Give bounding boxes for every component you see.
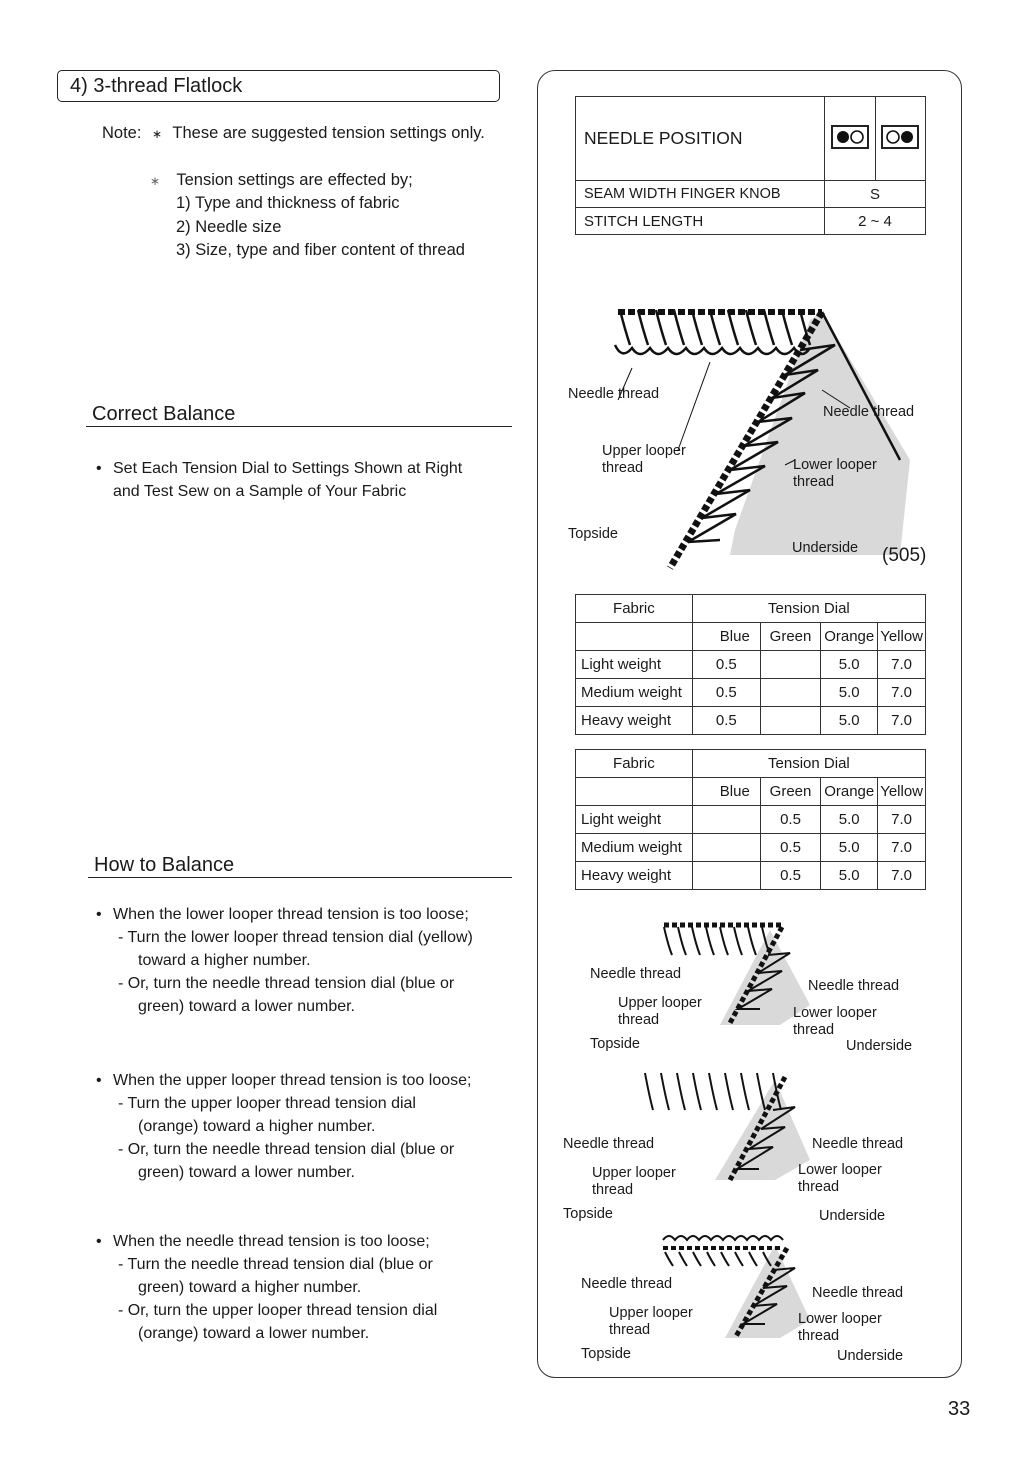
- upper-looper-label: Upper looper thread: [592, 1165, 676, 1198]
- lower-looper-label: Lower looper thread: [793, 457, 877, 490]
- seam-width-label: SEAM WIDTH FINGER KNOB: [576, 181, 825, 208]
- needle-settings-table: [575, 96, 926, 235]
- needle-thread-right-label: Needle thread: [808, 978, 900, 994]
- needle-thread-label: Needle thread: [581, 1276, 673, 1292]
- tension-table-1: Fabric Tension Dial Blue Green Orange Yellow Light weight 0.5 5.0 7.0 Medium weight 0.5 5.0 7.0 Heavy weight 0.5 5.0 7.0: [575, 594, 926, 735]
- needle-thread-right-label: Needle thread: [812, 1285, 904, 1301]
- needle-left-icon: [825, 97, 875, 181]
- needle-thread-label: Needle thread: [590, 966, 682, 982]
- bullet-icon: •: [96, 1233, 102, 1250]
- needle-thread-label: Needle thread: [568, 386, 660, 402]
- underside-label: Underside: [792, 540, 859, 556]
- lower-looper-label: Lower looper thread: [793, 1005, 877, 1038]
- note-item: 3) Size, type and fiber content of thread: [176, 241, 465, 259]
- bullet-icon: •: [96, 1072, 102, 1089]
- how-to-balance-heading: How to Balance: [88, 854, 512, 878]
- underside-label: Underside: [846, 1038, 913, 1054]
- table-row: Heavy weight 0.5 5.0 7.0: [576, 862, 926, 890]
- upper-looper-label: Upper looper thread: [602, 443, 686, 476]
- note-block: [102, 122, 485, 147]
- note-line-2: Tension settings are effected by;: [176, 171, 413, 189]
- note-block-2: [150, 169, 413, 194]
- asterisk-icon: ∗: [150, 174, 161, 188]
- upper-looper-label: Upper looper thread: [618, 995, 702, 1028]
- balance-case-1: • When the lower looper thread tension is too loose; - Turn the lower looper thread tension dial (yellow) toward a higher number. - Or, turn the needle thread tension dial (blue or green) toward a lower number.: [96, 903, 520, 1018]
- note-item: 1) Type and thickness of fabric: [176, 194, 400, 212]
- underside-label: Underside: [837, 1348, 904, 1364]
- topside-label: Topside: [568, 526, 618, 542]
- correct-balance-heading: Correct Balance: [86, 403, 512, 427]
- needle-position-label: NEEDLE POSITION: [576, 97, 825, 181]
- balance-case-3: • When the needle thread tension is too loose; - Turn the needle thread tension dial (blue or green) toward a higher number. - Or, turn the upper looper thread tension dial (orange) toward a lower number.: [96, 1230, 520, 1345]
- topside-label: Topside: [581, 1346, 631, 1362]
- balance-case-2: • When the upper looper thread tension is too loose; - Turn the upper looper thread tension dial (orange) toward a higher number. - Or, turn the needle thread tension dial (blue or green) toward a lower number.: [96, 1069, 520, 1184]
- table-row: Light weight 0.5 5.0 7.0: [576, 806, 926, 834]
- model-code: (505): [882, 545, 927, 566]
- needle-thread-right-label: Needle thread: [812, 1136, 904, 1152]
- note-item: 2) Needle size: [176, 217, 282, 236]
- upper-looper-label: Upper looper thread: [609, 1305, 693, 1338]
- note-items: [176, 192, 465, 263]
- table-row: Light weight 0.5 5.0 7.0: [576, 651, 926, 679]
- tension-table-2: Fabric Tension Dial Blue Green Orange Yellow Light weight 0.5 5.0 7.0 Medium weight 0.5 5.0 7.0 Heavy weight 0.5 5.0 7.0: [575, 749, 926, 890]
- stitch-length-label: STITCH LENGTH: [576, 208, 825, 235]
- topside-label: Topside: [563, 1206, 613, 1222]
- correct-balance-text: • Set Each Tension Dial to Settings Shown at Right and Test Sew on a Sample of Your Fabric: [96, 457, 462, 503]
- flatlock-stitch-diagram: [560, 290, 955, 580]
- table-row: Heavy weight 0.5 5.0 7.0: [576, 707, 926, 735]
- asterisk-icon: ∗: [152, 127, 163, 141]
- fabric-header: Fabric: [576, 750, 693, 778]
- section-title: 4) 3-thread Flatlock: [57, 70, 500, 102]
- seam-width-value: S: [825, 181, 926, 208]
- fabric-header: Fabric: [576, 595, 693, 623]
- needle-thread-right-label: Needle thread: [823, 404, 915, 420]
- table-row: Medium weight 0.5 5.0 7.0: [576, 834, 926, 862]
- bullet-icon: •: [96, 906, 102, 923]
- note-label: Note:: [102, 124, 142, 142]
- lower-looper-label: Lower looper thread: [798, 1311, 882, 1344]
- needle-thread-label: Needle thread: [563, 1136, 655, 1152]
- note-line-1: These are suggested tension settings only.: [172, 124, 485, 142]
- table-row: Medium weight 0.5 5.0 7.0: [576, 679, 926, 707]
- page-number: 33: [948, 1398, 971, 1420]
- tension-header: Tension Dial: [692, 595, 925, 623]
- topside-label: Topside: [590, 1036, 640, 1052]
- tension-header: Tension Dial: [692, 750, 925, 778]
- needle-right-icon: [875, 97, 925, 181]
- stitch-length-value: 2 ~ 4: [825, 208, 926, 235]
- lower-looper-label: Lower looper thread: [798, 1162, 882, 1195]
- bullet-icon: •: [96, 460, 102, 477]
- underside-label: Underside: [819, 1208, 886, 1224]
